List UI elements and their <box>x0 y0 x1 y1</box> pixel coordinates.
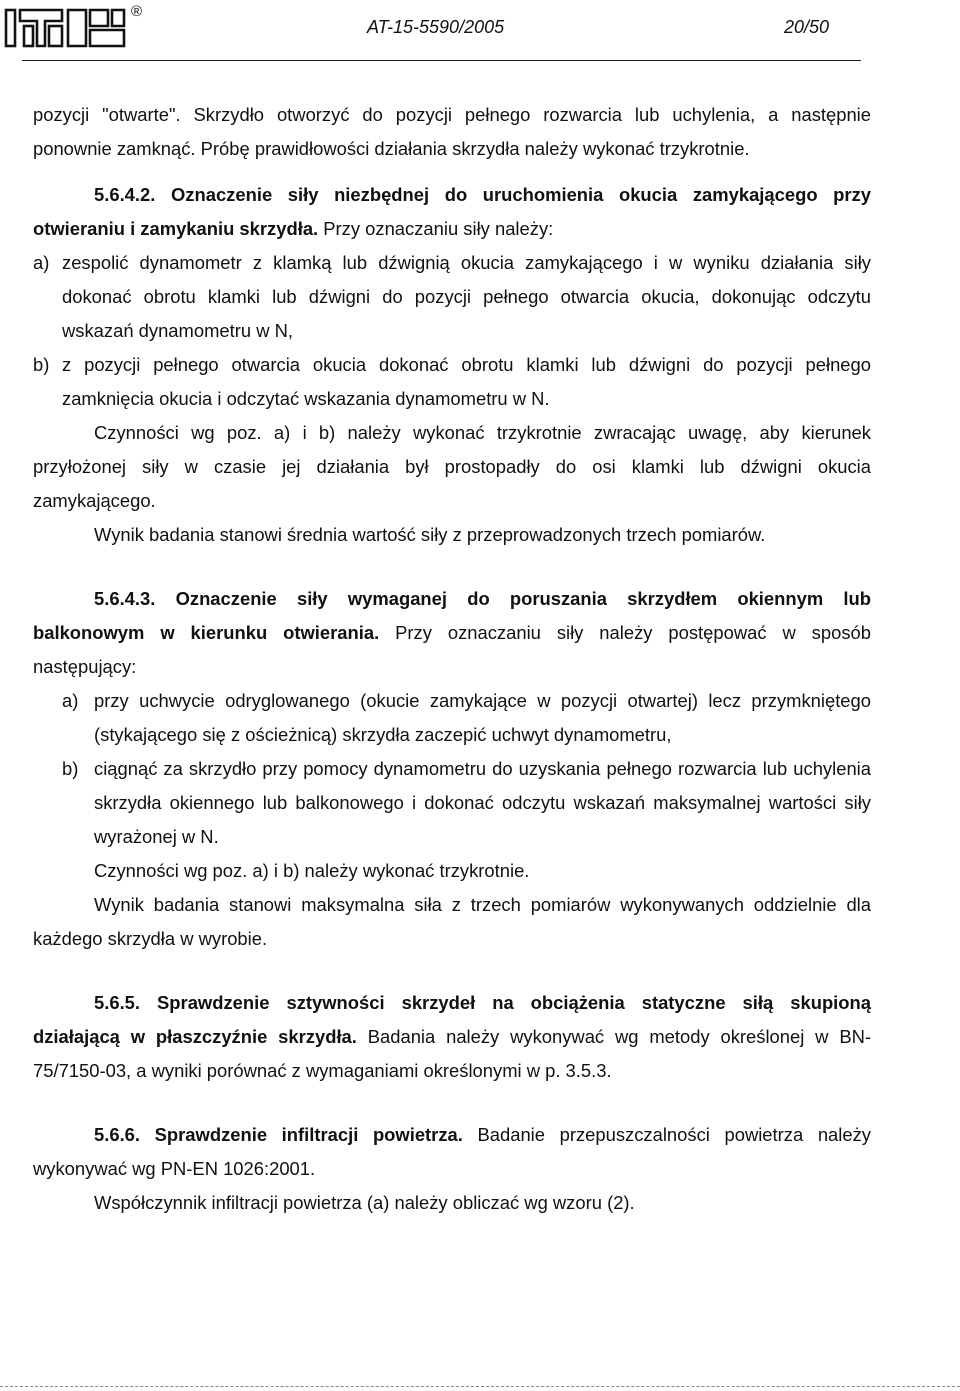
section-heading-5-6-5 <box>33 986 871 1020</box>
paragraph-line: przyłożonej siły w czasie jej działania był prostopadły do osi klamki lub dźwigni okucia <box>33 456 871 477</box>
section-heading-5-6-4-2 <box>33 178 871 212</box>
section-heading-line <box>33 212 871 246</box>
section-number: 5.6.5. <box>94 992 141 1013</box>
list-item <box>33 348 871 382</box>
header-divider <box>22 60 861 61</box>
section-heading-5-6-4-3 <box>33 582 871 616</box>
list-label: b) <box>62 758 79 779</box>
section-heading-line <box>33 1020 871 1054</box>
list-item <box>33 246 871 280</box>
document-body <box>33 98 871 1220</box>
section-title: Oznaczenie siły wymaganej do poruszania skrzydłem okiennym lub <box>175 588 871 609</box>
paragraph-line: Wynik badania stanowi maksymalna siła z trzech pomiarów wykonywanych oddzielnie dla <box>94 894 871 915</box>
footer-divider <box>0 1386 960 1387</box>
section-title: Sprawdzenie sztywności skrzydeł na obciążenia statyczne siłą skupioną <box>157 992 871 1013</box>
section-heading-5-6-6 <box>33 1118 871 1152</box>
list-item-line: skrzydła okiennego lub balkonowego i dokonać odczytu wskazań maksymalnej wartości siły <box>94 792 871 813</box>
paragraph-line: Czynności wg poz. a) i b) należy wykonać trzykrotnie zwracając uwagę, aby kierunek <box>94 422 871 443</box>
list-text: zespolić dynamometr z klamką lub dźwignią okucia zamykającego i w wyniku działania siły <box>62 252 871 273</box>
list-text: przy uchwycie odryglowanego (okucie zamykające w pozycji otwartej) lecz przymkniętego <box>94 690 871 711</box>
paragraph-line: następujący: <box>33 656 137 677</box>
section-intro: Przy oznaczaniu siły należy: <box>318 218 554 239</box>
list-label: b) <box>33 354 50 375</box>
section-intro: Przy oznaczaniu siły należy postępować w sposób <box>379 622 871 643</box>
paragraph-line: ponownie zamknąć. Próbę prawidłowości działania skrzydła należy wykonać trzykrotnie. <box>33 138 750 159</box>
list-text: z pozycji pełnego otwarcia okucia dokonać obrotu klamki lub dźwigni do pozycji pełnego <box>62 354 871 375</box>
section-number: 5.6.4.3. <box>94 588 156 609</box>
list-label: a) <box>62 690 79 711</box>
list-item-line: zamknięcia okucia i odczytać wskazania dynamometru w N. <box>62 388 550 409</box>
list-item-line: wyrażonej w N. <box>94 826 219 847</box>
section-title: balkonowym w kierunku otwierania. <box>33 622 380 643</box>
paragraph-line: wykonywać wg PN-EN 1026:2001. <box>33 1158 316 1179</box>
section-title: Sprawdzenie infiltracji powietrza. <box>154 1124 463 1145</box>
itb-logo <box>4 3 144 50</box>
section-text: Badania należy wykonywać wg metody określonej w BN- <box>356 1026 871 1047</box>
list-item-line: (stykającego się z ościeżnicą) skrzydła zaczepić uchwyt dynamometru, <box>94 724 672 745</box>
section-title: działającą w płaszczyźnie skrzydła. <box>33 1026 357 1047</box>
list-item-line: dokonać obrotu klamki lub dźwigni do pozycji pełnego otwarcia okucia, dokonując odczytu <box>62 286 871 307</box>
paragraph-line: zamykającego. <box>33 490 156 511</box>
list-item <box>33 752 871 786</box>
paragraph-line: 75/7150-03, a wyniki porównać z wymaganiami określonymi w p. 3.5.3. <box>33 1060 612 1081</box>
registered-mark: ® <box>131 3 143 20</box>
list-label: a) <box>33 252 50 273</box>
itb-logo-mark-icon <box>4 6 134 50</box>
paragraph-line: Współczynnik infiltracji powietrza (a) należy obliczać wg wzoru (2). <box>94 1192 635 1213</box>
paragraph-line: Wynik badania stanowi średnia wartość siły z przeprowadzonych trzech pomiarów. <box>94 524 766 545</box>
list-item-line: wskazań dynamometru w N, <box>62 320 293 341</box>
section-title: otwieraniu i zamykaniu skrzydła. <box>33 218 319 239</box>
paragraph-line: Czynności wg poz. a) i b) należy wykonać trzykrotnie. <box>94 860 530 881</box>
paragraph-line: każdego skrzydła w wyrobie. <box>33 928 268 949</box>
section-heading-line <box>33 616 871 650</box>
list-text: ciągnąć za skrzydło przy pomocy dynamometru do uzyskania pełnego rozwarcia lub uchylenia <box>94 758 871 779</box>
document-id: AT-15-5590/2005 <box>367 17 505 37</box>
list-item <box>33 684 871 718</box>
section-number: 5.6.4.2. <box>94 184 156 205</box>
section-title: Oznaczenie siły niezbędnej do uruchomienia okucia zamykającego przy <box>170 184 871 205</box>
section-number: 5.6.6. <box>94 1124 141 1145</box>
page-number: 20/50 <box>784 17 830 37</box>
paragraph-line: pozycji "otwarte". Skrzydło otworzyć do pozycji pełnego rozwarcia lub uchylenia, a następnie <box>33 104 871 125</box>
section-text: Badanie przepuszczalności powietrza należy <box>462 1124 871 1145</box>
